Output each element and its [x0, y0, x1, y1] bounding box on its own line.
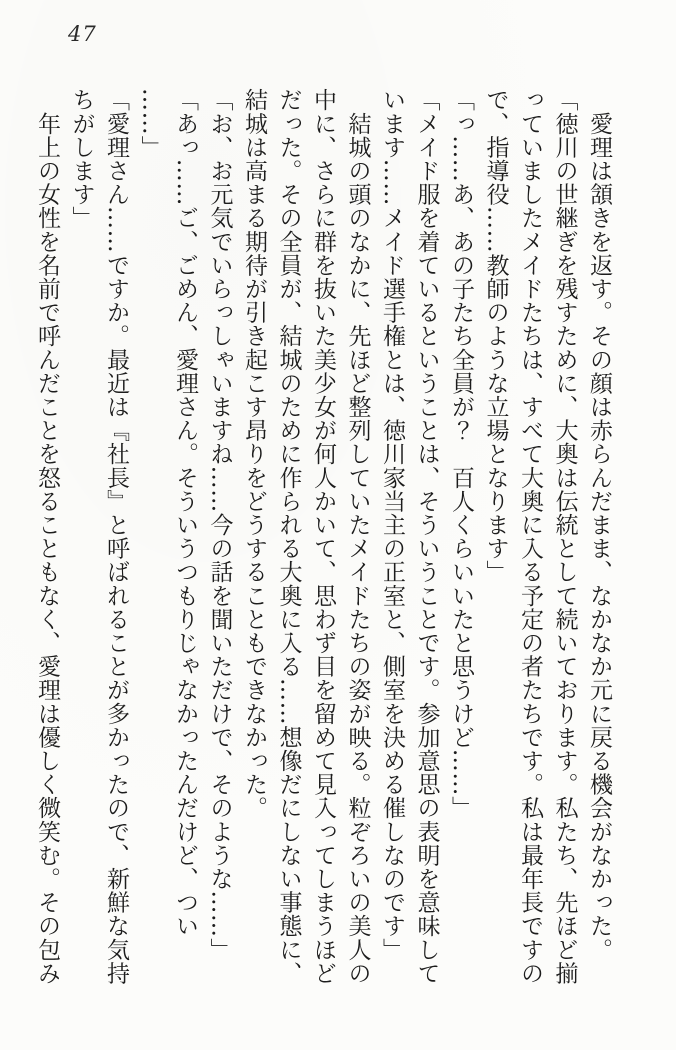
text-line: います……メイド選手権とは、徳川家当主の正室と、側室を決める催しなのです」	[379, 88, 405, 962]
text-line: 結城の頭のなかに、先ほど整列していたメイドたちの姿が映る。粒ぞろいの美人の	[344, 88, 371, 985]
text-line: 中に、さらに群を抜いた美少女が何人かいて、思わず目を留めて見入ってしまうほど	[310, 88, 336, 985]
text-line: 「徳川の世継ぎを残すために、大奥は伝統として続いております。私たち、先ほど揃	[551, 88, 578, 985]
text-line: 「お、お元気でいらっしゃいますね……今の話を聞いただけで、そのような……」	[206, 88, 233, 962]
text-line: 結城は高まる期待が引き起こす昂りをどうすることもできなかった。	[241, 88, 267, 820]
text-line: ちがします」	[68, 88, 95, 230]
text-line: だった。その全員が、結城のために作られる大奥に入る……想像だにしない事態に、	[275, 88, 302, 985]
text-line: で、指導役……教師のような立場となります」	[482, 88, 509, 584]
text-line: 「愛理さん……ですか。最近は『社長』と呼ばれることが多かったので、新鮮な気持	[103, 88, 129, 985]
page-number: 47	[68, 22, 97, 46]
text-line: っていましたメイドたちは、すべて大奥に入る予定の者たちです。私は最年長ですの	[517, 88, 543, 985]
text-line: 「あっ……ご、ごめん、愛理さん。そういうつもりじゃなかったんだけど、つい	[172, 88, 198, 938]
text-line: 愛理は頷きを返す。その顔は赤らんだまま、なかなか元に戻る機会がなかった。	[586, 88, 612, 962]
text-columns	[30, 88, 617, 996]
text-line: 「っ……あ、あの子たち全員が？ 百人くらいいたと思うけど……」	[448, 88, 474, 820]
text-line: 「メイド服を着ているということは、そういうことです。参加意思の表明を意味して	[413, 88, 440, 985]
text-line: 年上の女性を名前で呼んだことを怒ることもなく、愛理は優しく微笑む。その包み	[34, 88, 60, 985]
text-line: ……」	[137, 88, 164, 159]
